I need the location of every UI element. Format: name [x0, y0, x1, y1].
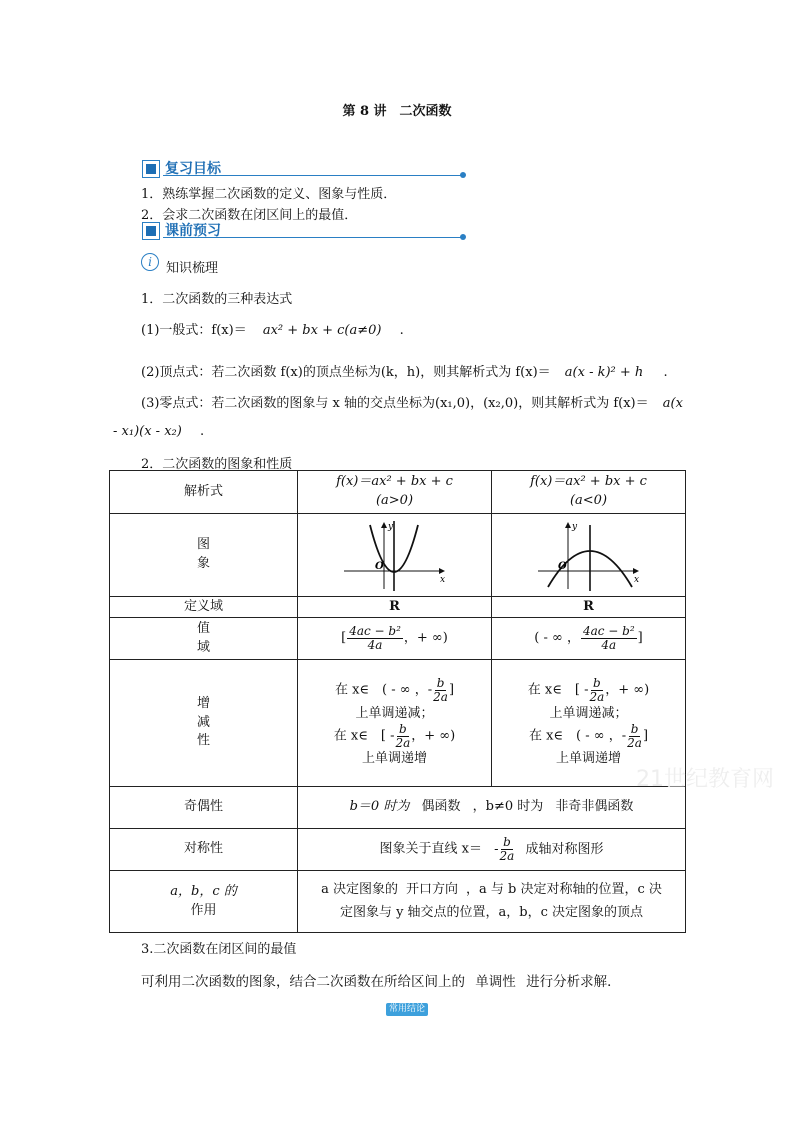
label-char: 域: [196, 639, 210, 655]
upward-parabola-graph: [340, 519, 450, 591]
parity-text: ，b≠0 时为: [472, 799, 544, 815]
zero-form-answer: a(x: [662, 396, 683, 411]
table-row: [110, 597, 686, 618]
square-icon: [142, 222, 160, 240]
common-conclusion-badge: 常用结论: [386, 1003, 428, 1016]
mono-text: ]: [448, 682, 455, 698]
mono-text: 上单调递增: [555, 751, 621, 767]
monotonicity-pos: [298, 660, 492, 787]
row-label: [110, 660, 298, 787]
table-row: [110, 471, 686, 514]
range-start: ( - ∞ ，: [534, 631, 580, 646]
vertex-form-answer: a(x - k)² + h: [564, 365, 644, 380]
period: .: [663, 365, 668, 380]
row-label: 定义域: [110, 597, 298, 618]
row-label: 解析式: [110, 471, 298, 514]
parity-answer: 偶函数: [421, 799, 461, 815]
numerator: 4ac − b²: [349, 624, 401, 639]
row-label: [110, 618, 298, 660]
mono-text: ，+ ∞): [411, 728, 456, 744]
denominator: 2a: [627, 735, 642, 750]
range-end: ，+ ∞): [403, 631, 448, 646]
table-row: [110, 787, 686, 829]
section-header-preview: [141, 219, 466, 241]
dot-icon: [460, 172, 466, 178]
mono-text: 在 x∈ ( - ∞ ，-: [528, 728, 627, 744]
denominator: 4a: [601, 638, 617, 652]
properties-table: [109, 470, 686, 933]
origin-label: O: [374, 561, 384, 572]
function-expr: f(x)＝ax² + bx + c: [336, 474, 453, 490]
label-char: 增: [196, 695, 210, 711]
denominator: 2a: [395, 735, 411, 750]
mono-text: 上单调递减；: [355, 705, 434, 721]
zero-form-label: (3)零点式：若二次函数的图象与 x 轴的交点坐标为(x₁,0)，(x₂,0)，则其解析式为 f(x)＝: [141, 396, 649, 411]
x-label: x: [439, 575, 445, 585]
abc-text: ，a 与 b 决定对称轴的位置，c 决: [466, 881, 662, 897]
info-icon: i: [141, 253, 159, 271]
numerator: b: [503, 835, 511, 850]
heading-3: 3.二次函数在闭区间的最值: [141, 942, 297, 957]
mono-text: 在 x∈ [ -: [527, 682, 589, 698]
vertex-form-label: (2)顶点式：若二次函数 f(x)的顶点坐标为(k，h)，则其解析式为 f(x)＝: [141, 365, 551, 380]
y-label: y: [387, 522, 393, 532]
section-title: 课前预习: [165, 223, 221, 239]
period: .: [199, 424, 205, 439]
denominator: 2a: [499, 849, 515, 863]
label-line: 作用: [190, 902, 217, 918]
symmetry-cell: [298, 829, 686, 871]
extremum-text: [141, 970, 621, 990]
dot-icon: [460, 234, 466, 240]
bracket: ]: [637, 631, 643, 646]
mono-text: 在 x∈ [ -: [333, 728, 395, 744]
fraction: [627, 723, 642, 749]
mono-text: 在 x∈ ( - ∞ ，-: [334, 682, 433, 698]
section-title: 复习目标: [165, 161, 221, 177]
domain-pos: R: [298, 597, 492, 618]
abc-cell: [298, 871, 686, 933]
extremum-text-part: 进行分析求解．: [526, 974, 621, 990]
general-form: [141, 319, 404, 338]
symmetry-text: 图象关于直线 x＝: [379, 842, 482, 857]
domain-neg: R: [492, 597, 686, 618]
origin-label: O: [557, 561, 567, 572]
heading-1: 1．二次函数的三种表达式: [141, 292, 293, 307]
y-label: y: [571, 522, 577, 532]
graph-cell-pos: [298, 514, 492, 597]
label-char: 值: [196, 620, 210, 636]
goal-item: 2．会求二次函数在闭区间上的最值．: [141, 208, 358, 223]
table-row: [110, 660, 686, 787]
downward-parabola-graph: [534, 519, 644, 591]
label-char: 图: [196, 537, 210, 553]
numerator: 4ac − b²: [582, 624, 635, 639]
table-row: [110, 514, 686, 597]
extremum-text-part: 可利用二次函数的图象，结合二次函数在所给区间上的: [141, 974, 465, 990]
fraction: [347, 625, 403, 651]
fraction: [395, 723, 410, 749]
numerator: b: [593, 676, 601, 691]
abc-text: 定图象与 y 轴交点的位置，a，b，c 决定图象的顶点: [339, 904, 644, 920]
mono-text: 上单调递增: [361, 751, 427, 767]
zero-form: [141, 392, 683, 411]
parity-cell: [298, 787, 686, 829]
header-cell-neg: [492, 471, 686, 514]
zero-form-answer-cont: - x₁)(x - x₂): [113, 424, 182, 439]
graph-cell-neg: [492, 514, 686, 597]
table-row: [110, 871, 686, 933]
period: .: [399, 323, 404, 338]
general-form-answer: ax² + bx + c(a≠0): [262, 323, 382, 338]
row-label: [110, 871, 298, 933]
mono-text: ，+ ∞): [605, 682, 650, 698]
denominator: 2a: [589, 689, 605, 704]
row-label: 奇偶性: [110, 787, 298, 829]
condition: (a>0): [375, 493, 414, 508]
square-icon: [142, 160, 160, 178]
section-divider: [163, 175, 462, 176]
abc-answer: 开口方向: [405, 881, 458, 897]
numerator: b: [399, 722, 407, 736]
condition: (a<0): [569, 493, 608, 508]
page-title: 第 8 讲 二次函数: [342, 104, 452, 119]
table-row: [110, 829, 686, 871]
numerator: b: [630, 722, 639, 736]
row-label: 对称性: [110, 829, 298, 871]
fraction: [500, 836, 515, 862]
x-label: x: [633, 575, 639, 585]
function-expr: f(x)＝ax² + bx + c: [530, 474, 647, 490]
range-neg: [492, 618, 686, 660]
watermark: 21世纪教育网: [636, 767, 774, 792]
label-char: 象: [196, 556, 210, 571]
label-line: a，b，c 的: [170, 883, 237, 899]
parity-answer: 非奇非偶函数: [555, 799, 634, 815]
header-cell-pos: [298, 471, 492, 514]
zero-form-cont: [113, 424, 204, 439]
fraction: [581, 625, 637, 651]
label-char: 减: [196, 714, 210, 730]
mono-text: ]: [642, 728, 649, 744]
minus-sign: -: [494, 842, 499, 857]
mono-text: 上单调递减；: [549, 705, 628, 721]
row-label: [110, 514, 298, 597]
label-char: 性: [196, 733, 210, 749]
symmetry-text: 成轴对称图形: [525, 842, 604, 857]
knowledge-label: 知识梳理: [166, 261, 219, 276]
numerator: b: [436, 676, 445, 691]
general-form-label: (1)一般式：f(x)＝: [141, 323, 247, 338]
parity-text: b＝0 时为: [349, 799, 410, 815]
fraction: [589, 677, 604, 703]
bracket: [: [341, 631, 347, 646]
section-divider: [163, 237, 462, 238]
goal-item: 1．熟练掌握二次函数的定义、图象与性质．: [141, 187, 397, 202]
section-header-review-goals: [141, 157, 466, 179]
vertex-form: [141, 361, 668, 380]
range-pos: [298, 618, 492, 660]
denominator: 2a: [433, 689, 448, 704]
abc-text: a 决定图象的: [321, 881, 398, 897]
fraction: [433, 677, 448, 703]
heading-2: 2．二次函数的图象和性质: [141, 457, 293, 472]
extremum-answer: 单调性: [475, 974, 516, 990]
denominator: 4a: [367, 638, 383, 652]
table-row: [110, 618, 686, 660]
